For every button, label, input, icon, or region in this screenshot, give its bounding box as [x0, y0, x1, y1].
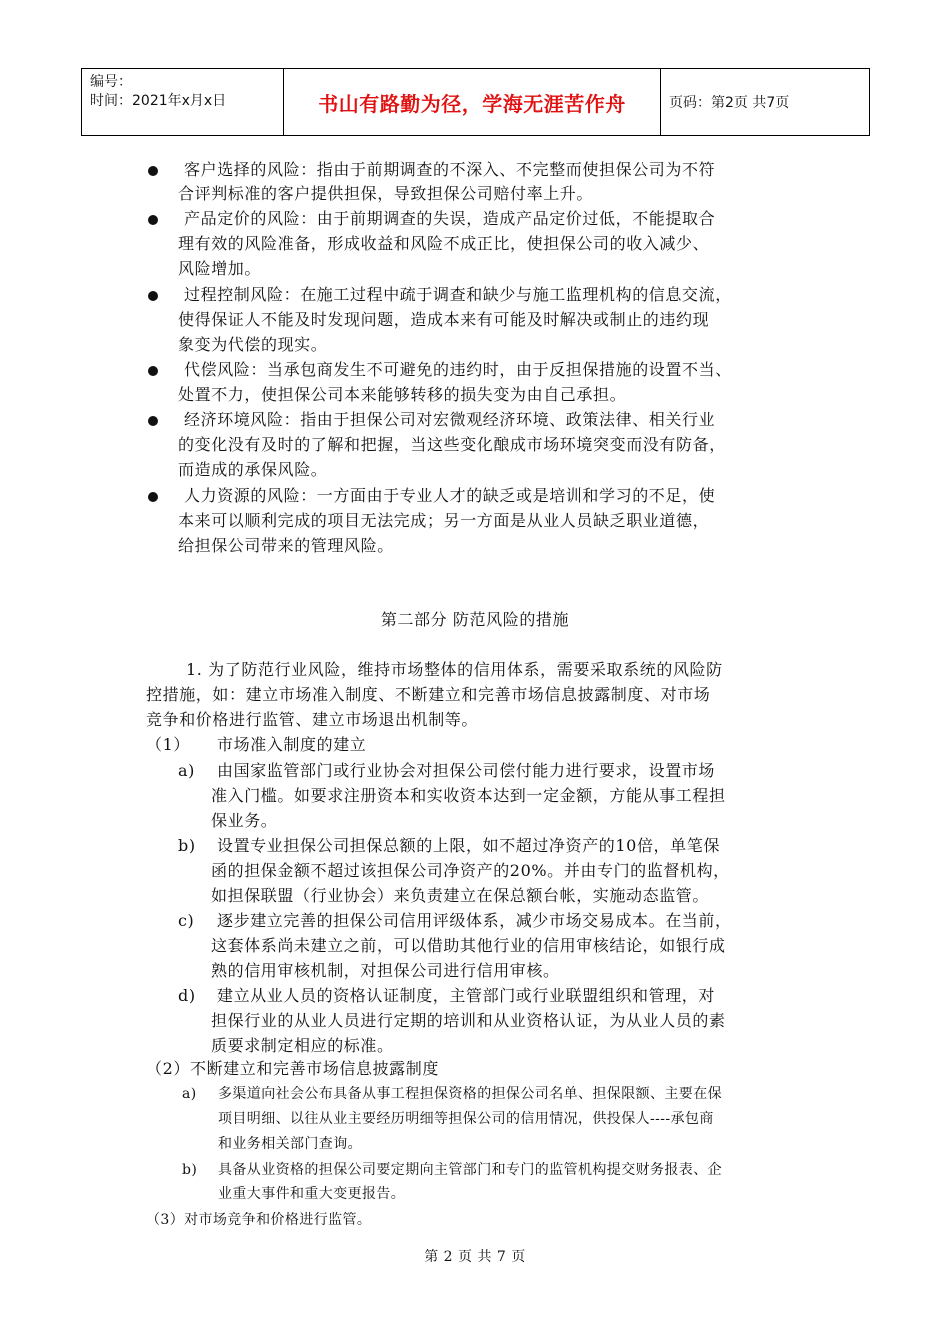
- bullet-dot: [148, 366, 158, 376]
- sub1-item-b-label: b): [178, 836, 196, 855]
- bullet-dot: [148, 416, 158, 426]
- sub2-item-b-label: b): [182, 1162, 198, 1178]
- sub1-item-c-line-2: 这套体系尚未建立之前，可以借助其他行业的信用审核结论，如银行成: [211, 936, 726, 955]
- sub1-item-c-label: c): [178, 911, 195, 930]
- sub1-item-c-line-3: 熟的信用审核机制，对担保公司进行信用审核。: [211, 961, 560, 980]
- bullet-1-line-1: 客户选择的风险：指由于前期调查的不深入、不完整而使担保公司为不符: [184, 160, 716, 179]
- sub1-item-b-line-1: 设置专业担保公司担保总额的上限，如不超过净资产的10倍，单笔保: [217, 836, 720, 855]
- intro-line-3: 竞争和价格进行监管、建立市场退出机制等。: [146, 710, 479, 729]
- bullet-4-line-1: 代偿风险：当承包商发生不可避免的违约时，由于反担保措施的设置不当、: [184, 360, 732, 379]
- bullet-5-line-1: 经济环境风险：指由于担保公司对宏微观经济环境、政策法律、相关行业: [184, 410, 716, 429]
- sub1-item-b-line-2: 函的担保金额不超过该担保公司净资产的20%。并由专门的监督机构，: [211, 861, 730, 880]
- bullet-dot: [148, 166, 158, 176]
- bullet-6-line-1: 人力资源的风险：一方面由于专业人才的缺乏或是培训和学习的不足，使: [184, 486, 716, 505]
- sub1-item-b-line-3: 如担保联盟（行业协会）来负责建立在保总额台帐，实施动态监管。: [211, 886, 710, 905]
- sub1-item-d-line-1: 建立从业人员的资格认证制度，主管部门或行业联盟组织和管理，对: [217, 986, 716, 1005]
- sub1-title: 市场准入制度的建立: [217, 735, 367, 754]
- bullet-4-line-2: 处置不力，使担保公司本来能够转移的损失变为由自己承担。: [178, 385, 627, 404]
- bullet-2-line-1: 产品定价的风险：由于前期调查的失误，造成产品定价过低，不能提取合: [184, 209, 716, 228]
- bullet-2-line-2: 理有效的风险准备，形成收益和风险不成正比，使担保公司的收入减少、: [178, 234, 710, 253]
- sub1-item-a-label: a): [178, 761, 195, 780]
- sub2-item-a-line-1: 多渠道向社会公布具备从事工程担保资格的担保公司名单、担保限额、主要在保: [218, 1086, 722, 1102]
- sub2-item-b-line-1: 具备从业资格的担保公司要定期向主管部门和专门的监管机构提交财务报表、企: [218, 1162, 722, 1178]
- bullet-6-line-2: 本来可以顺利完成的项目无法完成；另一方面是从业人员缺乏职业道德，: [178, 511, 710, 530]
- bullet-3-line-1: 过程控制风险：在施工过程中疏于调查和缺少与施工监理机构的信息交流，: [184, 285, 732, 304]
- sub1-item-d-line-3: 质要求制定相应的标准。: [211, 1036, 394, 1055]
- bullet-1-line-2: 合评判标准的客户提供担保，导致担保公司赔付率上升。: [178, 184, 594, 203]
- sub1-item-d-line-2: 担保行业的从业人员进行定期的培训和从业资格认证，为从业人员的素: [211, 1011, 726, 1030]
- header-motto-cell: [284, 69, 661, 135]
- sub3-title: （3）对市场竞争和价格进行监管。: [146, 1212, 372, 1228]
- date-line: 时间：2021年x月x日: [90, 93, 227, 109]
- sub2-title: （2）不断建立和完善市场信息披露制度: [146, 1059, 439, 1078]
- bullet-dot: [148, 215, 158, 225]
- sub2-item-a-line-2: 项目明细、以往从业主要经历明细等担保公司的信用情况，供投保人----承包商: [218, 1111, 714, 1127]
- bullet-3-line-2: 使得保证人不能及时发现问题，造成本来有可能及时解决或制止的违约现: [178, 310, 710, 329]
- sub1-item-a-line-3: 保业务。: [211, 811, 278, 830]
- bullet-dot: [148, 291, 158, 301]
- bullet-dot: [148, 492, 158, 502]
- section-title: 第二部分 防范风险的措施: [380, 610, 570, 629]
- bullet-3-line-3: 象变为代偿的现实。: [178, 335, 328, 354]
- page-header: [81, 68, 870, 136]
- sub2-item-b-line-2: 业重大事件和重大变更报告。: [218, 1186, 406, 1202]
- bullet-5-line-2: 的变化没有及时的了解和把握，当这些变化酿成市场环境突变而没有防备，: [178, 435, 726, 454]
- intro-line-1: 1. 为了防范行业风险，维持市场整体的信用体系，需要采取系统的风险防: [186, 660, 723, 679]
- intro-line-2: 控措施，如：建立市场准入制度、不断建立和完善市场信息披露制度、对市场: [146, 685, 711, 704]
- bullet-5-line-3: 而造成的承保风险。: [178, 460, 328, 479]
- bullet-2-line-3: 风险增加。: [178, 259, 262, 278]
- header-page-code: 页码：第2页 共7页: [669, 95, 790, 111]
- sub2-item-a-label: a): [182, 1086, 197, 1102]
- sub2-item-a-line-3: 和业务相关部门查询。: [218, 1136, 362, 1152]
- bullet-6-line-3: 给担保公司带来的管理风险。: [178, 536, 394, 555]
- sub1-item-a-line-1: 由国家监管部门或行业协会对担保公司偿付能力进行要求，设置市场: [217, 761, 716, 780]
- page-footer: 第 2 页 共 7 页: [424, 1249, 526, 1265]
- sub1-item-c-line-1: 逐步建立完善的担保公司信用评级体系，减少市场交易成本。在当前，: [217, 911, 732, 930]
- sub1-item-d-label: d): [178, 986, 196, 1005]
- serial-label: 编号：: [90, 74, 132, 90]
- header-motto: 书山有路勤为径，学海无涯苦作舟: [318, 91, 626, 116]
- sub1-item-a-line-2: 准入门槛。如要求注册资本和实收资本达到一定金额，方能从事工程担: [211, 786, 726, 805]
- header-meta: [82, 69, 284, 135]
- sub1-number: （1）: [146, 735, 190, 754]
